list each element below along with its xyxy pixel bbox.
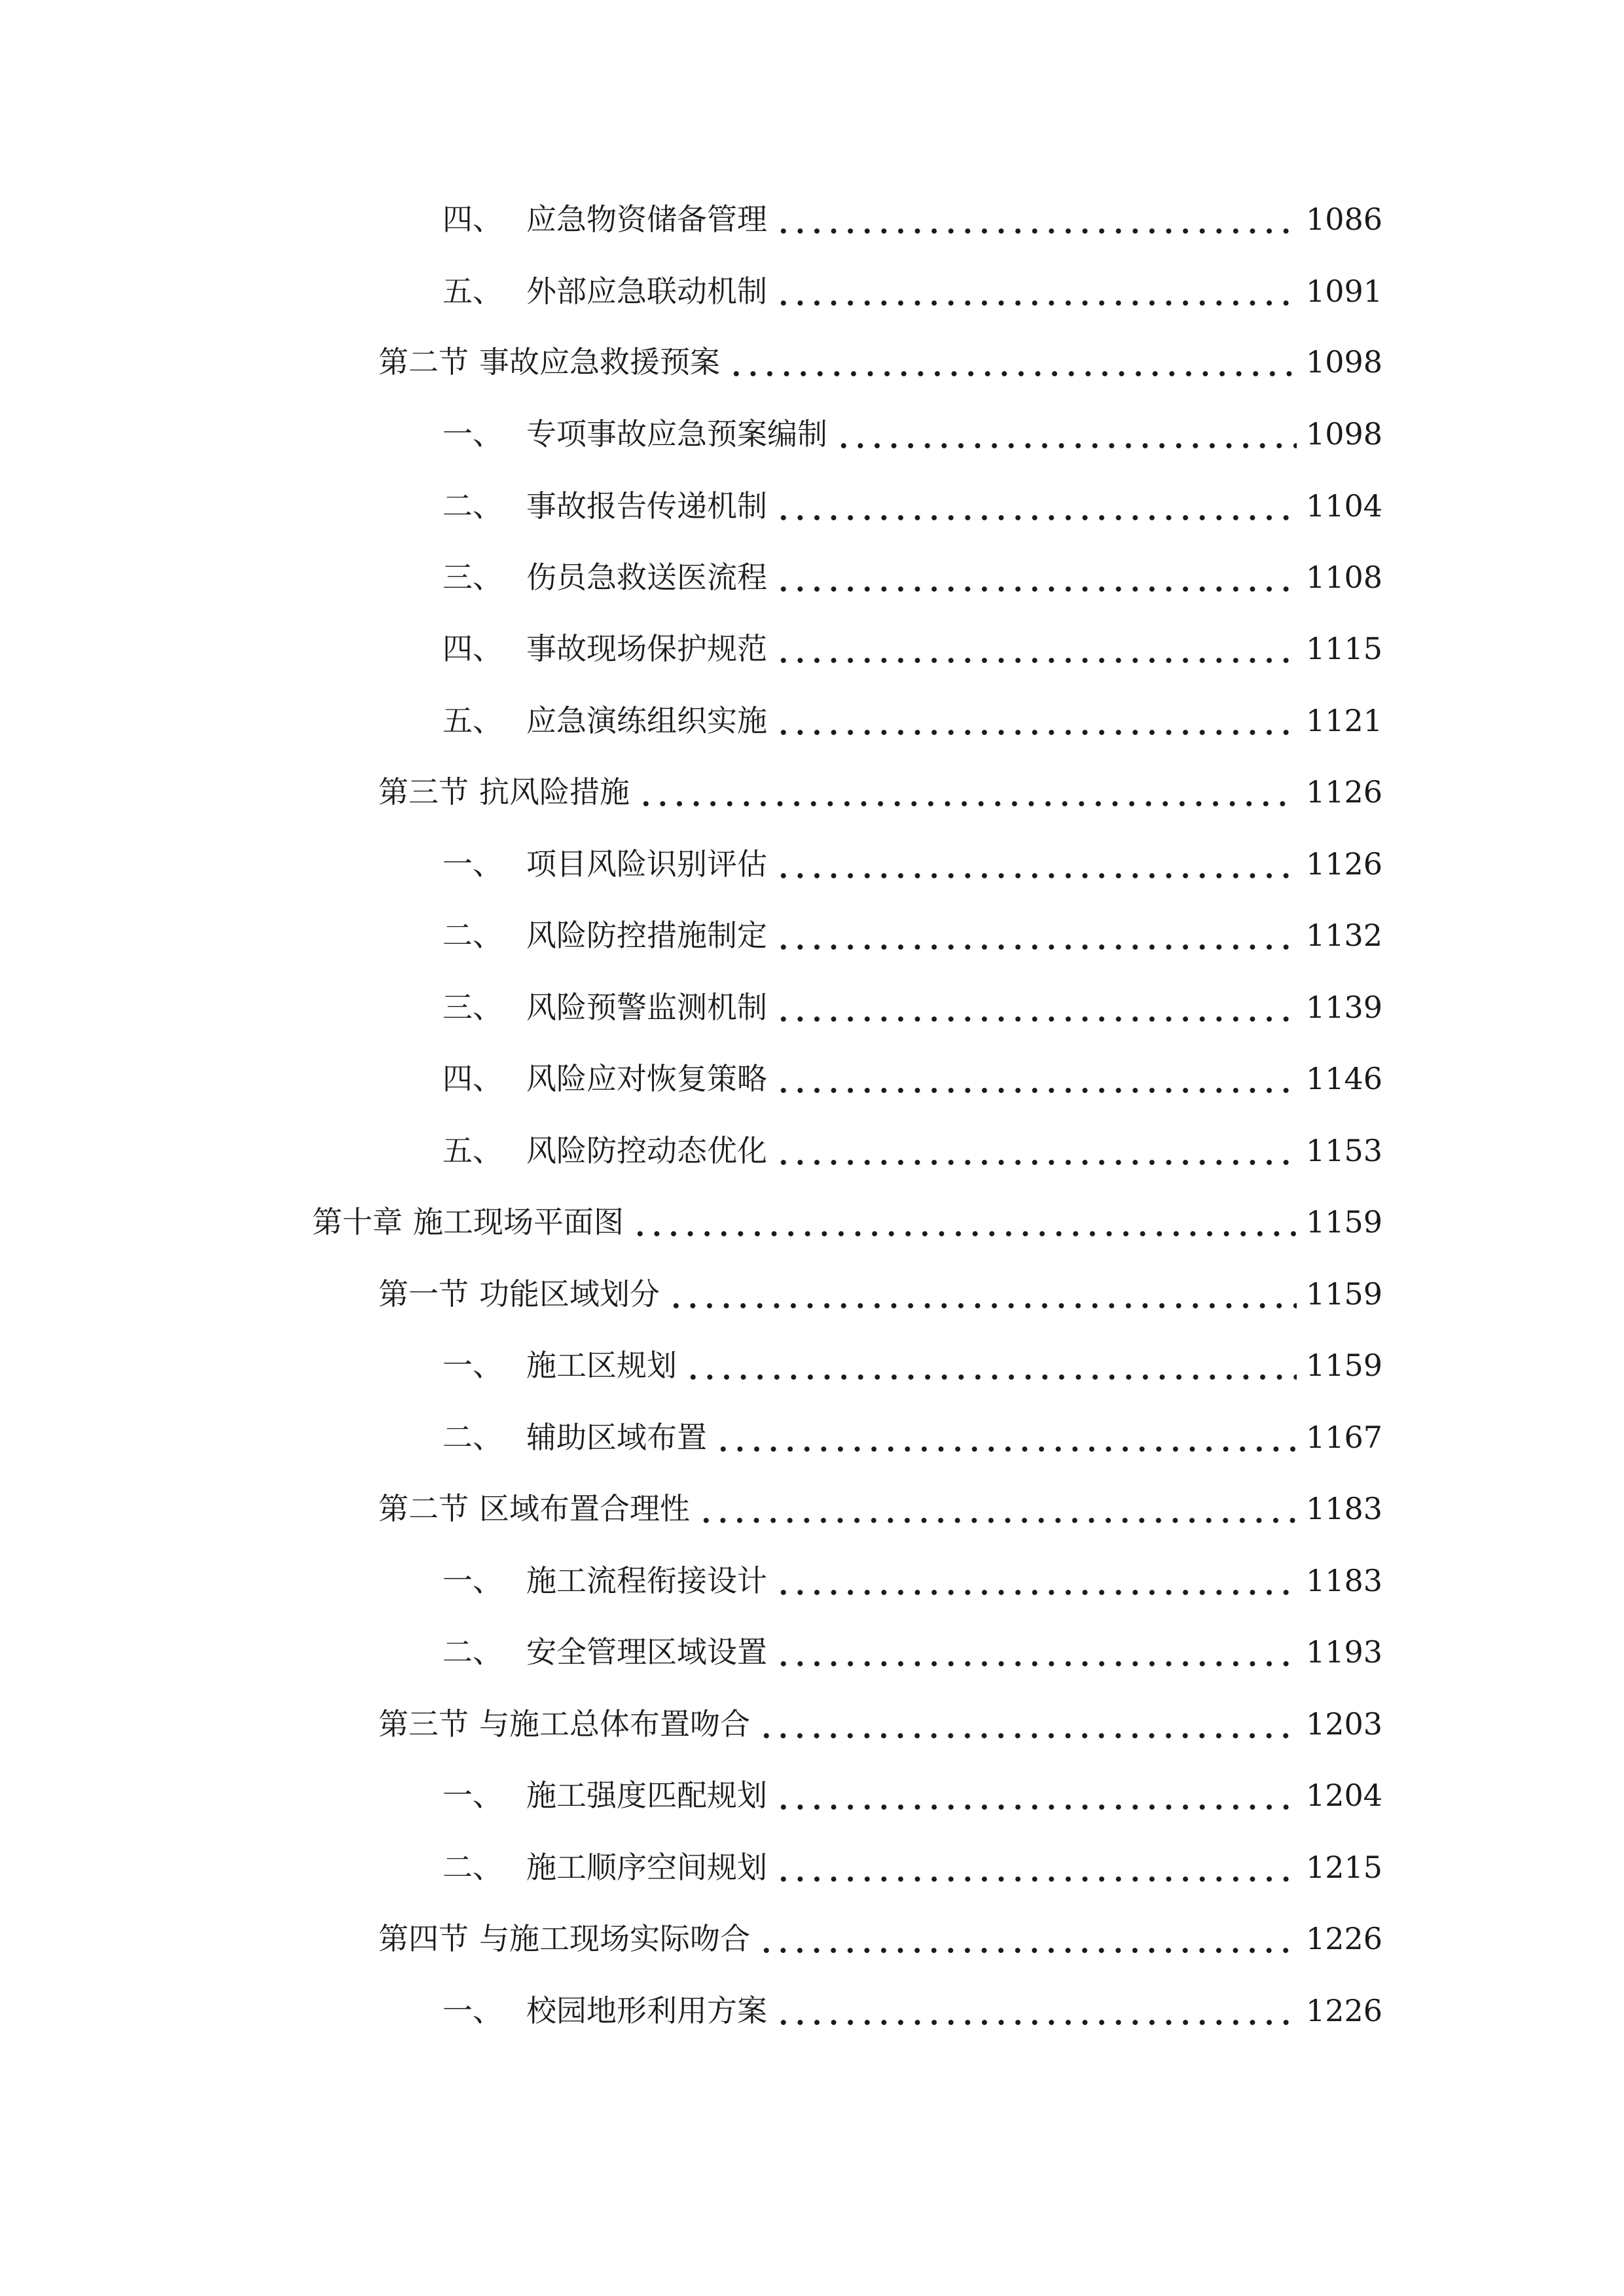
toc-entry[interactable] xyxy=(442,1052,1383,1105)
toc-entry-number: 四、 xyxy=(442,202,503,237)
toc-entry[interactable] xyxy=(378,1482,1383,1535)
toc-entry[interactable] xyxy=(442,909,1383,961)
dot-leader xyxy=(775,1769,1297,1821)
dot-leader xyxy=(775,981,1297,1033)
toc-entry-number: 第十章 xyxy=(312,1204,403,1240)
toc-entry-title: 风险防控动态优化 xyxy=(526,1133,767,1168)
toc-entry-page: 1108 xyxy=(1306,560,1383,595)
toc-entry-title: 施工区规划 xyxy=(526,1348,677,1383)
toc-entry-number: 一、 xyxy=(442,1348,503,1383)
toc-entry-page: 1115 xyxy=(1306,631,1383,666)
dot-leader xyxy=(775,1841,1297,1893)
toc-entry-number: 第二节 xyxy=(378,1491,469,1526)
toc-entry[interactable] xyxy=(378,766,1383,818)
toc-entry-title: 与施工总体布置吻合 xyxy=(479,1706,750,1742)
toc-entry-page: 1226 xyxy=(1306,1921,1383,1956)
toc-entry-page: 1086 xyxy=(1306,202,1383,237)
toc-entry-page: 1121 xyxy=(1306,703,1383,738)
toc-entry-page: 1204 xyxy=(1306,1778,1383,1813)
toc-entry-title: 事故报告传递机制 xyxy=(526,488,767,524)
toc-entry-title: 施工流程衔接设计 xyxy=(526,1563,767,1598)
toc-entry-title: 事故应急救援预案 xyxy=(479,344,720,380)
toc-entry-title: 施工顺序空间规划 xyxy=(526,1850,767,1885)
toc-entry-number: 第四节 xyxy=(378,1921,469,1956)
toc-entry-page: 1098 xyxy=(1306,416,1383,452)
toc-entry-number: 二、 xyxy=(442,918,503,953)
toc-entry[interactable] xyxy=(442,838,1383,890)
toc-entry[interactable] xyxy=(378,1268,1383,1320)
toc-entry-title: 专项事故应急预案编制 xyxy=(526,416,827,452)
toc-entry-title: 外部应急联动机制 xyxy=(526,274,767,309)
toc-entry-number: 第一节 xyxy=(378,1276,469,1312)
dot-leader xyxy=(632,1196,1297,1248)
toc-entry[interactable] xyxy=(442,1554,1383,1607)
toc-entry[interactable] xyxy=(378,1912,1383,1965)
toc-entry[interactable] xyxy=(378,1698,1383,1750)
toc-entry-title: 项目风险识别评估 xyxy=(526,846,767,882)
toc-entry[interactable] xyxy=(442,1124,1383,1177)
dot-leader xyxy=(728,336,1297,388)
toc-entry-page: 1132 xyxy=(1306,918,1383,953)
dot-leader xyxy=(698,1482,1297,1535)
dot-leader xyxy=(775,1626,1297,1678)
dot-leader xyxy=(775,622,1297,675)
toc-entry-title: 事故现场保护规范 xyxy=(526,631,767,666)
dot-leader xyxy=(775,909,1297,961)
toc-entry-page: 1159 xyxy=(1306,1276,1383,1312)
toc-entry-title: 风险预警监测机制 xyxy=(526,990,767,1025)
toc-entry-title: 施工现场平面图 xyxy=(413,1204,624,1240)
toc-entry-title: 伤员急救送医流程 xyxy=(526,560,767,595)
toc-entry-title: 风险应对恢复策略 xyxy=(526,1061,767,1096)
toc-entry-number: 一、 xyxy=(442,1563,503,1598)
toc-entry-number: 二、 xyxy=(442,488,503,524)
toc-entry[interactable] xyxy=(442,981,1383,1033)
toc-entry[interactable] xyxy=(442,193,1383,245)
toc-entry-number: 第三节 xyxy=(378,774,469,810)
toc-entry-page: 1146 xyxy=(1306,1061,1383,1096)
toc-entry-title: 与施工现场实际吻合 xyxy=(479,1921,750,1956)
toc-entry-page: 1226 xyxy=(1306,1993,1383,2028)
dot-leader xyxy=(758,1912,1297,1965)
toc-entry-number: 一、 xyxy=(442,846,503,882)
toc-entry[interactable] xyxy=(442,480,1383,532)
dot-leader xyxy=(715,1411,1297,1463)
dot-leader xyxy=(835,408,1297,460)
toc-entry-number: 一、 xyxy=(442,416,503,452)
toc-entry[interactable] xyxy=(442,622,1383,675)
toc-entry-title: 功能区域划分 xyxy=(479,1276,660,1312)
toc-entry-page: 1126 xyxy=(1306,846,1383,882)
toc-entry-number: 五、 xyxy=(442,274,503,309)
toc-entry-number: 四、 xyxy=(442,631,503,666)
toc-entry[interactable] xyxy=(378,336,1383,388)
toc-entry-title: 风险防控措施制定 xyxy=(526,918,767,953)
toc-entry[interactable] xyxy=(442,408,1383,460)
toc-entry-title: 应急物资储备管理 xyxy=(526,202,767,237)
toc-entry-number: 三、 xyxy=(442,560,503,595)
toc-entry[interactable] xyxy=(442,1984,1383,2037)
toc-entry-title: 区域布置合理性 xyxy=(479,1491,690,1526)
toc-entry-title: 安全管理区域设置 xyxy=(526,1634,767,1670)
toc-entry-title: 应急演练组织实施 xyxy=(526,703,767,738)
toc-entry-page: 1193 xyxy=(1306,1634,1383,1670)
toc-entry-page: 1203 xyxy=(1306,1706,1383,1742)
dot-leader xyxy=(775,480,1297,532)
toc-entry-number: 二、 xyxy=(442,1420,503,1455)
toc-entry-number: 一、 xyxy=(442,1993,503,2028)
dot-leader xyxy=(775,694,1297,747)
toc-entry-page: 1159 xyxy=(1306,1348,1383,1383)
dot-leader xyxy=(668,1268,1297,1320)
toc-entry-page: 1104 xyxy=(1306,488,1383,524)
toc-entry[interactable] xyxy=(312,1196,1383,1248)
toc-entry-page: 1153 xyxy=(1306,1133,1383,1168)
toc-entry-number: 第二节 xyxy=(378,344,469,380)
dot-leader xyxy=(775,193,1297,245)
dot-leader xyxy=(685,1339,1297,1391)
toc-entry-number: 一、 xyxy=(442,1778,503,1813)
toc-entry[interactable] xyxy=(442,1769,1383,1821)
toc-entry[interactable] xyxy=(442,1841,1383,1893)
dot-leader xyxy=(775,1052,1297,1105)
toc-entry-page: 1098 xyxy=(1306,344,1383,380)
toc-entry[interactable] xyxy=(442,1411,1383,1463)
dot-leader xyxy=(638,766,1297,818)
toc-entry[interactable] xyxy=(442,1626,1383,1678)
dot-leader xyxy=(775,1124,1297,1177)
toc-entry-number: 第三节 xyxy=(378,1706,469,1742)
toc-entry-page: 1215 xyxy=(1306,1850,1383,1885)
toc-entry-number: 二、 xyxy=(442,1634,503,1670)
toc-entry-page: 1139 xyxy=(1306,990,1383,1025)
dot-leader xyxy=(775,1984,1297,2037)
toc-entry-page: 1183 xyxy=(1306,1491,1383,1526)
toc-entry-page: 1126 xyxy=(1306,774,1383,810)
dot-leader xyxy=(775,1554,1297,1607)
toc-entry-page: 1167 xyxy=(1306,1420,1383,1455)
toc-entry-title: 校园地形利用方案 xyxy=(526,1993,767,2028)
toc-entry[interactable] xyxy=(442,694,1383,747)
dot-leader xyxy=(775,838,1297,890)
dot-leader xyxy=(775,265,1297,317)
toc-entry[interactable] xyxy=(442,265,1383,317)
toc-entry-title: 辅助区域布置 xyxy=(526,1420,707,1455)
toc-entry-page: 1091 xyxy=(1306,274,1383,309)
toc-entry[interactable] xyxy=(442,1339,1383,1391)
toc-entry-number: 二、 xyxy=(442,1850,503,1885)
toc-entry-number: 四、 xyxy=(442,1061,503,1096)
toc-entry-number: 三、 xyxy=(442,990,503,1025)
toc-entry-page: 1183 xyxy=(1306,1563,1383,1598)
toc-entry-page: 1159 xyxy=(1306,1204,1383,1240)
dot-leader xyxy=(758,1698,1297,1750)
dot-leader xyxy=(775,551,1297,603)
toc-entry-number: 五、 xyxy=(442,703,503,738)
toc-entry[interactable] xyxy=(442,551,1383,603)
toc-entry-number: 五、 xyxy=(442,1133,503,1168)
toc-entry-title: 施工强度匹配规划 xyxy=(526,1778,767,1813)
toc-entry-title: 抗风险措施 xyxy=(479,774,630,810)
